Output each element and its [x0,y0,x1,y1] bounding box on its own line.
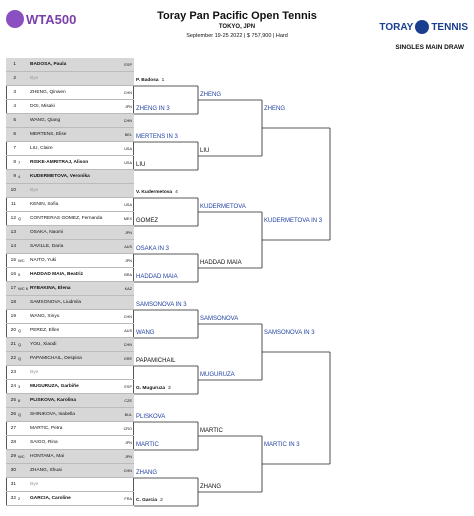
r2-winner: V. Kudermetova 4 [136,190,178,195]
entry-tag: 5 [18,272,21,277]
draw-position: 29 [10,454,16,459]
player-name: MUGURUZA, Garbiñe [30,384,79,389]
draw-position: 16 [10,272,16,277]
player-name: HONTAMA, Mai [30,454,65,459]
draw-position: 7 [13,146,16,151]
player-name: PLISKOVA, Karolina [30,398,77,403]
player-name: KUDERMETOVA, Veronika [30,174,90,179]
r2-winner: GOMEZ [136,218,158,224]
r2-winner: HADDAD MAIA [136,274,178,280]
r3-winner: HADDAD MAIA [200,260,242,266]
r2-winner: OSAKA IN 3 [136,246,170,252]
country-code: USA [124,203,132,207]
logo-text: WTA500 [26,11,77,27]
player-name: WANG, Qiang [30,118,61,123]
player-name: KENIN, Sofia [30,202,59,207]
qf-winner: MARTIC IN 3 [264,442,300,448]
player-name: BADOSA, Paula [30,62,67,67]
draw-position: 23 [10,370,16,375]
country-code: AUS [124,245,132,249]
tournament-title: Toray Pan Pacific Open Tennis [157,10,317,22]
country-code: CZE [124,399,132,403]
player-name: YOU, Xiaodi [30,342,57,347]
entry-tag: Q [18,342,22,347]
player-name: Bye [30,482,39,487]
entry-tag: Q [18,412,22,417]
entry-tag: Q [18,356,22,361]
player-name: MARTIC, Petra [30,426,63,431]
draw-position: 1 [13,62,16,67]
player-name: Bye [30,76,39,81]
r2-winner: PAPAMICHAIL [136,358,176,364]
draw-position: 32 [10,496,16,501]
country-code: JPN [124,105,132,109]
entry-tag: Q [18,328,22,333]
draw-position: 26 [10,412,16,417]
entry-tag: 2 [18,496,21,501]
player-name: MERTENS, Elise [30,132,67,137]
player-name: SAMSONOVA, Liudmila [30,300,82,305]
player-name: SAVILLE, Daria [30,244,64,249]
country-code: CHN [123,91,132,95]
entry-tag: WC 6 [18,286,28,291]
player-name: OSAKA, Naomi [30,230,64,235]
country-code: CHN [123,315,132,319]
r2-winner: SAMSONOVA IN 3 [136,302,187,308]
country-code: FRA [124,497,132,501]
draw-position: 14 [10,244,16,249]
country-code: JPN [124,259,132,263]
player-name: LIU, Claire [30,146,53,151]
country-code: ESP [124,385,132,389]
draw-position: 17 [10,286,16,291]
entry-tag: WC [18,258,25,263]
player-name: SAIGO, Rina [30,440,58,445]
player-name: SHINIKOVA, Isabella [30,412,75,417]
r3-winner: KUDERMETOVA [200,204,246,210]
draw-title: SINGLES MAIN DRAW [395,44,464,51]
draw-position: 2 [13,76,16,81]
country-code: CHN [123,119,132,123]
r3-winner: ZHANG [200,484,221,490]
player-name: DOI, Misaki [30,104,55,109]
player-name: PEREZ, Ellen [30,328,60,333]
draw-position: 3 [13,90,16,95]
r3-winner: ZHENG [200,92,221,98]
r2-winner: WANG [136,330,155,336]
draw-position: 6 [13,132,16,137]
draw-position: 18 [10,300,16,305]
tournament-meta: September 19-25 2022 | $ 757,900 | Hard [186,33,288,39]
player-name: CONTRERAS GOMEZ, Fernanda [30,216,103,221]
r3-winner: MUGURUZA [200,372,235,378]
draw-position: 10 [10,188,16,193]
draw-position: 31 [10,482,16,487]
player-name: ZHENG, Qinwen [30,90,66,95]
player-name: NAITO, Yuki [30,258,57,263]
draw-position: 12 [10,216,16,221]
draw-position: 21 [10,342,16,347]
brand-text: TORAY [379,21,414,33]
country-code: USA [124,147,132,151]
entry-tag: 7 [18,160,21,165]
r2-winner: LIU [136,162,146,168]
entry-tag: 3 [18,384,21,389]
draw-position: 28 [10,440,16,445]
draw-position: 24 [10,384,16,389]
draw-position: 30 [10,468,16,473]
entry-tag: WC [18,454,25,459]
entry-tag: Q [18,216,22,221]
brand-suffix: TENNIS [431,21,468,33]
tournament-location: TOKYO, JPN [218,24,256,30]
r2-winner: PLISKOVA [136,414,166,420]
qf-winner: KUDERMETOVA IN 3 [264,218,323,224]
country-code: AUS [124,329,132,333]
entry-tag: 4 [18,174,21,179]
draw-position: 4 [13,104,16,109]
country-code: JPN [124,455,132,459]
draw-position: 19 [10,314,16,319]
r3-winner: MARTIC [200,428,223,434]
r2-winner: ZHANG [136,470,157,476]
draw-position: 22 [10,356,16,361]
r3-winner: LIU [200,148,210,154]
player-name: Bye [30,370,39,375]
r2-winner: P. Badosa 1 [136,78,165,83]
qf-winner: ZHENG [264,106,285,112]
draw-position: 9 [13,174,16,179]
country-code: CRO [123,427,132,431]
player-name: RYBAKINA, Elena [30,286,71,291]
r2-winner: ZHENG IN 3 [136,106,170,112]
draw-position: 27 [10,426,16,431]
draw-position: 11 [11,202,16,207]
r2-winner: C. Garcia 2 [136,498,163,503]
country-code: BEL [124,133,132,137]
qf-winner: SAMSONOVA IN 3 [264,330,315,336]
draw-position: 15 [10,258,16,263]
r2-winner: G. Muguruza 3 [136,386,171,391]
country-code: BUL [124,413,132,417]
seed-number: 4 [175,190,178,195]
draw-position: 20 [10,328,16,333]
country-code: BRA [124,273,132,277]
country-code: JPN [124,231,132,235]
seed-number: 3 [168,386,171,391]
country-code: GRE [123,357,132,361]
entry-tag: 8 [18,398,21,403]
country-code: USA [124,161,132,165]
draw-position: 5 [13,118,16,123]
player-name: WANG, Xinyu [30,314,60,319]
r2-winner: MERTENS IN 3 [136,134,178,140]
player-name: Bye [30,188,39,193]
country-code: MEX [123,217,132,221]
seed-number: 1 [161,78,165,83]
r3-winner: SAMSONOVA [200,316,239,322]
draw-position: 25 [10,398,16,403]
country-code: ESP [124,63,132,67]
r2-winner: MARTIC [136,442,159,448]
draw-position: 8 [13,160,16,165]
player-name: ZHANG, Shuai [30,468,62,473]
country-code: JPN [124,441,132,445]
draw-position: 13 [10,230,16,235]
seed-number: 2 [160,498,163,503]
country-code: KAZ [124,287,132,291]
country-code: CHN [123,469,132,473]
player-name: GARCIA, Caroline [30,496,71,501]
player-name: PAPAMICHAIL, Despina [30,356,82,361]
country-code: CHN [123,343,132,347]
player-name: HADDAD MAIA, Beatriz [30,272,84,277]
player-name: RISKE-AMRITRAJ, Alison [30,160,89,165]
